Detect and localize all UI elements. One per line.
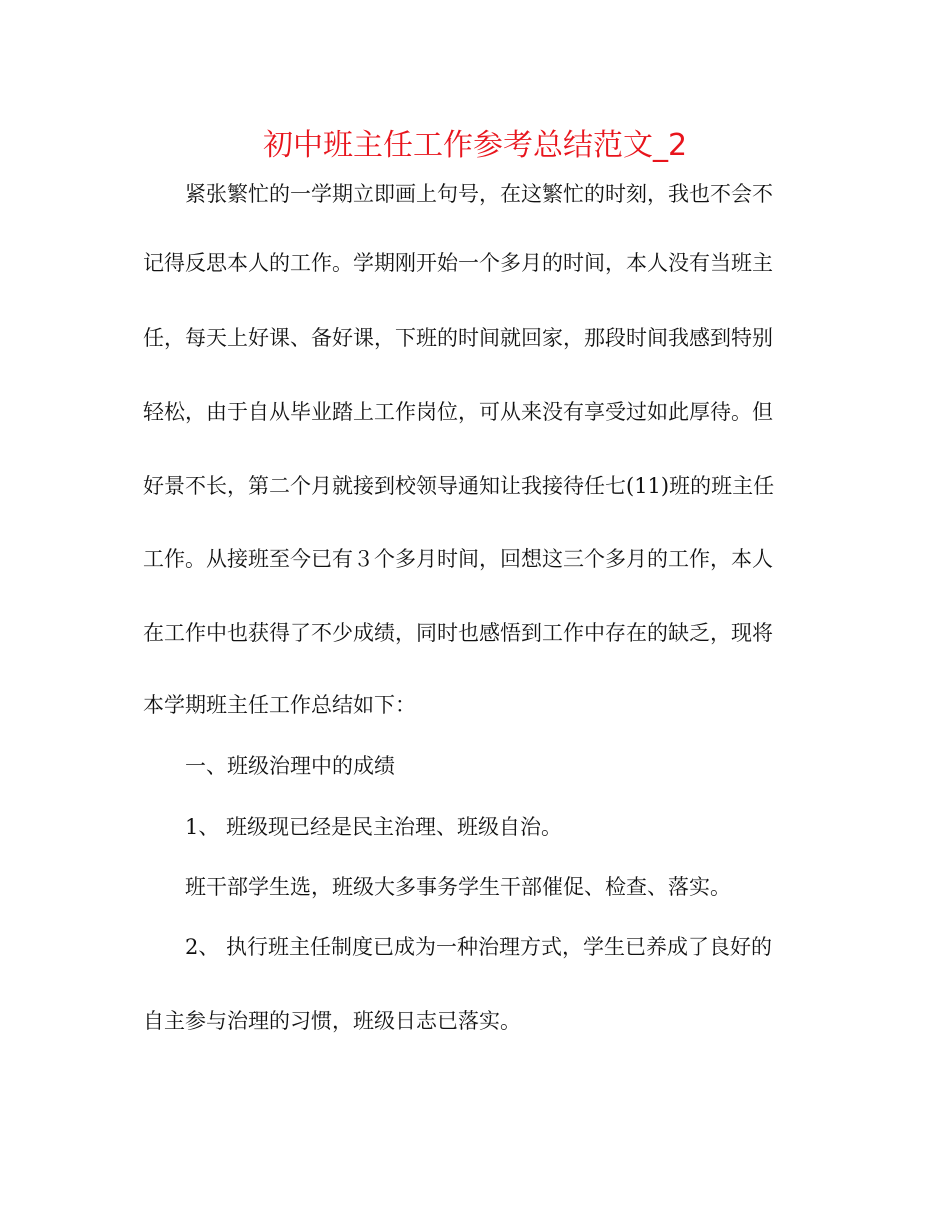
list-item: 2、 执行班主任制度已成为一种治理方式，学生已养成了良好的 bbox=[185, 935, 773, 959]
paragraph-line: 工作。从接班至今已有３个多月时间，回想这三个多月的工作，本人 bbox=[143, 547, 773, 571]
list-item-detail: 班干部学生选，班级大多事务学生干部催促、检查、落实。 bbox=[185, 875, 731, 899]
paragraph-line: 任，每天上好课、备好课，下班的时间就回家，那段时间我感到特别 bbox=[143, 326, 773, 350]
paragraph-line: 记得反思本人的工作。学期刚开始一个多月的时间，本人没有当班主 bbox=[143, 251, 773, 275]
paragraph-line: 本学期班主任工作总结如下： bbox=[143, 693, 416, 717]
paragraph-line: 轻松，由于自从毕业踏上工作岗位，可从来没有享受过如此厚待。但 bbox=[143, 400, 773, 424]
paragraph-line: 紧张繁忙的一学期立即画上句号，在这繁忙的时刻，我也不会不 bbox=[185, 182, 773, 206]
list-item: 1、 班级现已经是民主治理、班级自治。 bbox=[185, 815, 563, 839]
paragraph-line: 在工作中也获得了不少成绩，同时也感悟到工作中存在的缺乏，现将 bbox=[143, 621, 773, 645]
paragraph-line: 好景不长，第二个月就接到校领导通知让我接待任七(11)班的班主任 bbox=[143, 474, 775, 498]
document-title: 初中班主任工作参考总结范文_2 bbox=[262, 128, 688, 163]
section-heading: 一、班级治理中的成绩 bbox=[185, 754, 395, 778]
paragraph-line: 自主参与治理的习惯，班级日志已落实。 bbox=[143, 1009, 521, 1033]
